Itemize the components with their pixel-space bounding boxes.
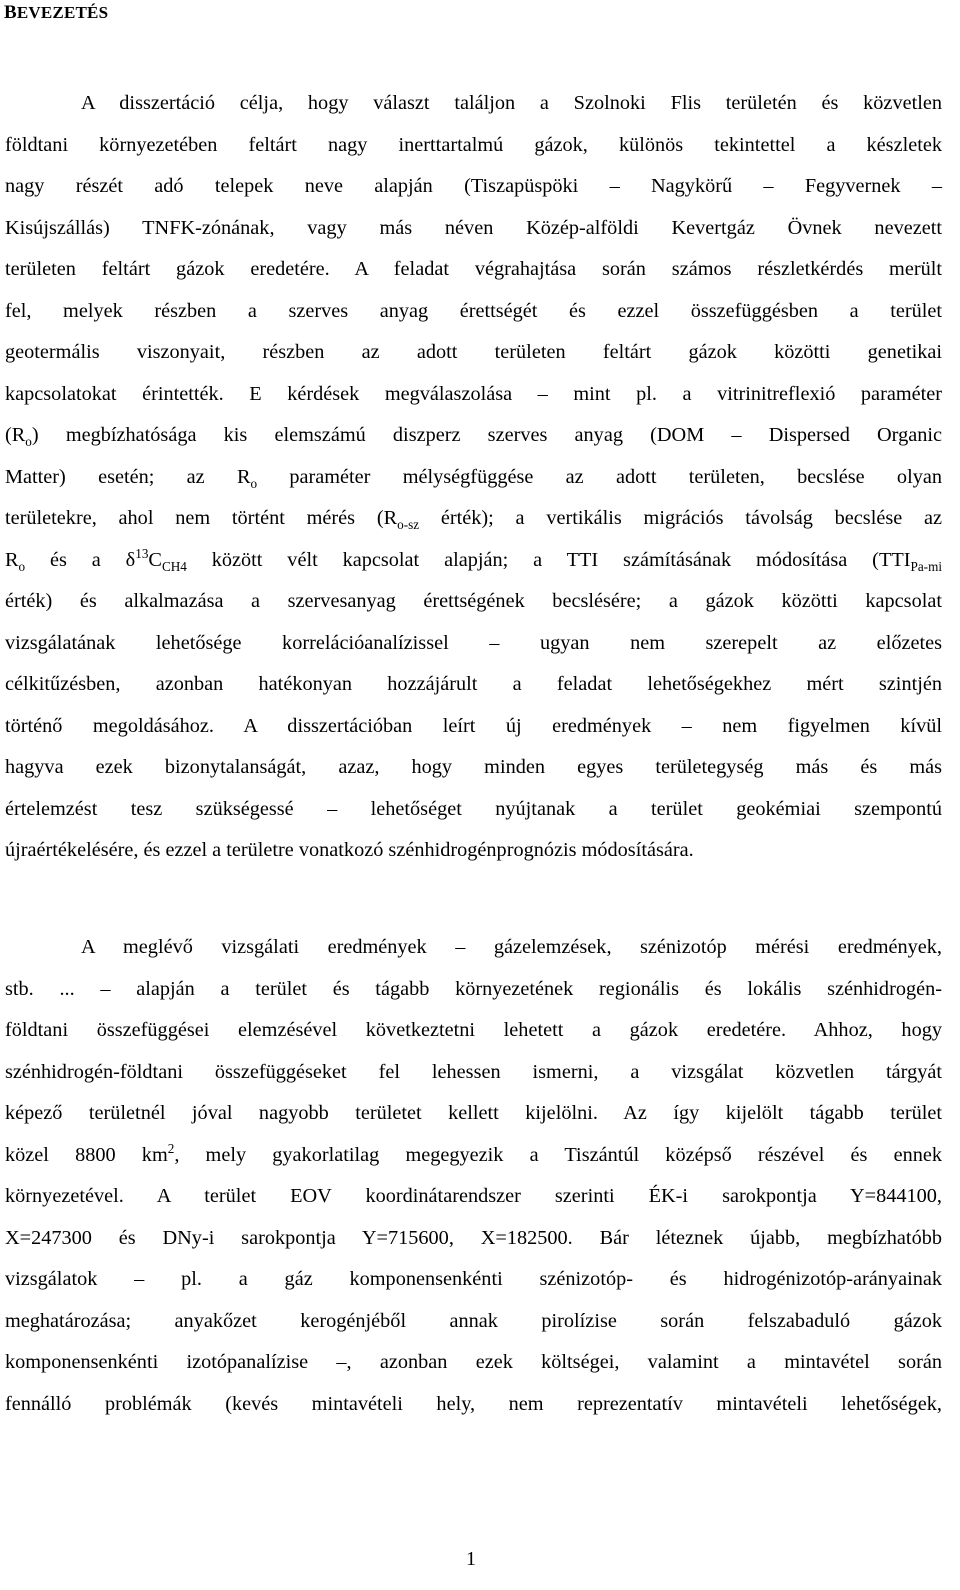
text-line: földtani környezetében feltárt nagy inerttartalmú gázok, különös tekintettel a készletek	[5, 133, 942, 156]
paragraph-1	[5, 83, 942, 872]
text-line: Kisújszállás) TNFK-zónának, vagy más néven Közép-alföldi Kevertgáz Övnek nevezett	[5, 216, 942, 239]
text-line: $(R_o)$ megbízhatósága kis elemszámú diszperz szerves anyag (DOM – Dispersed Organic	[5, 424, 942, 450]
paragraph-2	[5, 927, 942, 1425]
text-line: értelemzést tesz szükségessé – lehetőséget nyújtanak a terület geokémiai szempontú	[5, 797, 942, 820]
text-line: területekre, ahol nem történt mérés ($R_{o-sz}$ érték); a vertikális migrációs távolság becslése az	[5, 507, 943, 533]
text-line: $R_o$ és a $\delta^{13}C_{CH4}$ között vélt kapcsolat alapján; a TTI számításának módosítása ($TTI_{Pa-mi}$	[5, 545, 942, 574]
text-line: X=247300 és DNy-i sarokpontja Y=715600, X=182500. Bár léteznek újabb, megbízhatóbb	[5, 1226, 942, 1249]
text-line: szénhidrogén-földtani összefüggéseket fel lehessen ismerni, a vizsgálat közvetlen tárgyát	[5, 1060, 942, 1083]
text-line: hagyva ezek bizonytalanságát, azaz, hogy minden egyes területegység más és más	[5, 756, 942, 778]
text-line: környezetével. A terület EOV koordinátarendszer szerinti ÉK-i sarokpontja Y=844100,	[5, 1185, 942, 1207]
text-line: stb. ... – alapján a terület és tágabb környezetének regionális és lokális szénhidrogén-	[5, 977, 942, 1000]
text-line: Matter) esetén; az $R_o$ paraméter mélységfüggése az adott területen, becslése olyan	[5, 465, 942, 491]
text-line: célkitűzésben, azonban hatékonyan hozzájárult a feladat lehetőségekhez mért szintjén	[5, 673, 942, 695]
text-line: vizsgálatok – pl. a gáz komponensenkénti szénizotóp- és hidrogénizotóp-arányainak	[5, 1268, 942, 1290]
text-line: komponensenkénti izotópanalízise –, azonban ezek költségei, valamint a mintavétel során	[5, 1351, 942, 1373]
section-heading: BEVEZETÉS	[4, 2, 109, 23]
text-line: érték) és alkalmazása a szervesanyag érettségének becslésére; a gázok közötti kapcsolat	[5, 590, 942, 612]
text-line: vizsgálatának lehetősége korrelációanalízissel – ugyan nem szerepelt az előzetes	[5, 631, 942, 654]
page-number: 1	[466, 1548, 476, 1570]
text-line: közel 8800 $km^2$, mely gyakorlatilag megegyezik a Tiszántúl középső részével és ennek	[5, 1140, 942, 1166]
text-line: fel, melyek részben a szerves anyag érettségét és ezzel összefüggésben a terület	[5, 299, 942, 322]
text-line: geotermális viszonyait, részben az adott területen feltárt gázok közötti genetikai	[5, 341, 942, 363]
text-line: fennálló problémák (kevés mintavételi hely, nem reprezentatív mintavételi lehetőségek,	[5, 1392, 942, 1415]
text-line: területen feltárt gázok eredetére. A feladat végrahajtása során számos részletkérdés merült	[5, 258, 942, 280]
text-line: képező területnél jóval nagyobb területet kellett kijelölni. Az így kijelölt tágabb terület	[5, 1102, 942, 1124]
text-line: nagy részét adó telepek neve alapján (Tiszapüspöki – Nagykörű – Fegyvernek –	[5, 175, 942, 197]
text-line: újraértékelésére, és ezzel a területre vonatkozó szénhidrogénprognózis módosítására.	[5, 839, 694, 861]
text-line: A meglévő vizsgálati eredmények – gázelemzések, szénizotóp mérési eredmények,	[81, 936, 942, 958]
text-line: történő megoldásához. A disszertációban leírt új eredmények – nem figyelmen kívül	[5, 714, 942, 737]
text-line: A disszertáció célja, hogy választ találjon a Szolnoki Flis területén és közvetlen	[81, 92, 942, 114]
text-line: kapcsolatokat érintették. E kérdések megválaszolása – mint pl. a vitrinitreflexió paraméter	[5, 382, 942, 405]
text-line: földtani összefüggései elemzésével következtetni lehetett a gázok eredetére. Ahhoz, hogy	[5, 1019, 942, 1041]
text-line: meghatározása; anyakőzet kerogénjéből annak pirolízise során felszabaduló gázok	[5, 1309, 942, 1332]
